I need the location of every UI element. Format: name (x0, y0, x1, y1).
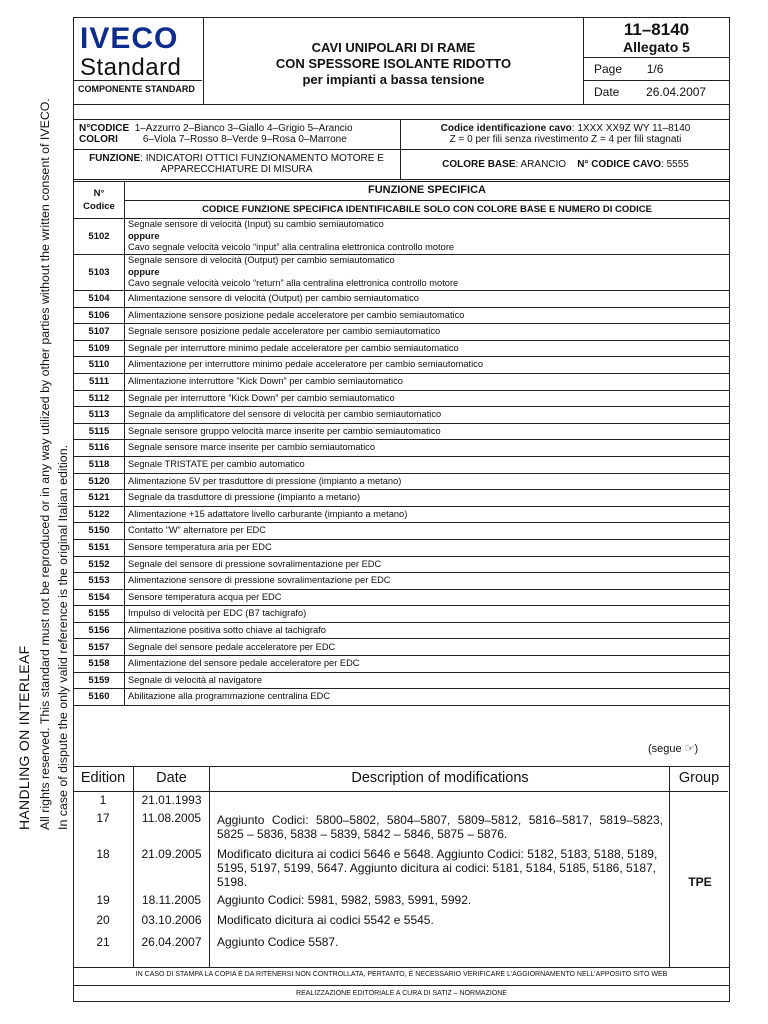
row-line-1: Alimentazione sensore di pressione sovralimentazione per EDC (128, 575, 391, 586)
page-label: Page (594, 62, 623, 76)
row-description (125, 307, 730, 324)
row-code: 5157 (74, 639, 125, 656)
mod-description: Aggiunto Codici: 5981, 5982, 5983, 5991, 5992. (217, 893, 472, 907)
row-description (125, 490, 730, 507)
table-row (74, 423, 730, 440)
table-row (74, 490, 730, 507)
funzione (73, 150, 401, 179)
row-line-1: Alimentazione 5V per trasduttore di pressione (impianto a metano) (128, 475, 402, 486)
table-row (74, 407, 730, 424)
page-info (584, 58, 729, 81)
colors-line-1: 1–Azzurro 2–Bianco 3–Giallo 4–Grigio 5–Arancio (134, 123, 353, 134)
date-label: Date (594, 85, 620, 99)
title-line-2: CON SPESSORE ISOLANTE RIDOTTO (275, 56, 512, 71)
codice-label: Codice (83, 201, 115, 212)
mod-edition: 1 (99, 793, 107, 807)
row-description (125, 390, 730, 407)
date-info (584, 81, 739, 104)
row-code: 5155 (74, 606, 125, 623)
row-line-1: Segnale da trasduttore di pressione (impianto a metano) (128, 492, 361, 503)
mod-date: 18.11.2005 (141, 893, 202, 907)
table-row (74, 255, 730, 291)
row-line-1: Segnale sensore di velocità (Output) per cambio semiautomatico (128, 255, 395, 266)
table-row (74, 556, 730, 573)
row-description (125, 255, 730, 291)
row-code: 5156 (74, 622, 125, 639)
row-code: 5118 (74, 456, 125, 473)
row-line-1: Segnale da amplificatore del sensore di velocità per cambio semiautomatico (128, 409, 442, 420)
cable-id-label: Codice identificazione cavo (440, 123, 572, 134)
doc-number-box (584, 18, 729, 58)
row-code: 5121 (74, 490, 125, 507)
row-code: 5152 (74, 556, 125, 573)
segue-note: (segue ☞) (648, 743, 699, 755)
title-line-1: CAVI UNIPOLARI DI RAME (311, 40, 476, 55)
codice-cavo-label: N° CODICE CAVO (577, 159, 662, 170)
row-code: 5112 (74, 390, 125, 407)
row-line-2: Cavo segnale velocità veicolo “return” alla centralina elettronica controllo motore (128, 278, 459, 289)
componente-standard-label: COMPONENTE STANDARD (74, 80, 202, 97)
row-line-1: Impulso di velocità per EDC (B7 tachigrafo) (128, 608, 307, 619)
edition-header: Edition (80, 770, 126, 786)
date-value: 26.04.2007 (646, 85, 707, 99)
row-code: 5110 (74, 357, 125, 374)
table-row (74, 573, 730, 590)
doc-number: 11–8140 (623, 20, 690, 39)
row-description (125, 672, 730, 689)
table-body (74, 219, 730, 706)
table-row (74, 357, 730, 374)
row-description (125, 340, 730, 357)
mod-edition: 21 (96, 935, 110, 949)
table-row (74, 324, 730, 341)
row-description (125, 357, 730, 374)
n-label: N° (93, 188, 105, 199)
row-description (125, 473, 730, 490)
colore-base-label: COLORE BASE (442, 159, 516, 170)
colori-label: COLORI (79, 134, 118, 145)
table-row (74, 473, 730, 490)
row-code: 5160 (74, 689, 125, 706)
mod-date: 21.01.1993 (141, 793, 202, 807)
row-description (125, 407, 730, 424)
side-notes (0, 0, 80, 1024)
row-description (125, 523, 730, 540)
row-code: 5151 (74, 539, 125, 556)
row-description (125, 573, 730, 590)
handling-note: HANDLING ON INTERLEAF (16, 645, 32, 830)
row-line-2: Cavo segnale velocità veicolo “input” alla centralina elettronica controllo motore (128, 242, 455, 253)
row-line-1: Abilitazione alla programmazione centralina EDC (128, 691, 331, 702)
standard-label: Standard (80, 54, 182, 81)
funzione-value: : INDICATORI OTTICI FUNZIONAMENTO MOTORE E APPARECCHIATURE DI MISURA (140, 153, 384, 175)
row-description (125, 373, 730, 390)
mod-description: Aggiunto Codice 5587. (217, 935, 339, 949)
row-code: 5158 (74, 656, 125, 673)
cable-id-note: Z = 0 per fili senza rivestimento Z = 4 per fili stagnati (449, 134, 682, 145)
row-oppure: oppure (128, 266, 160, 277)
row-line-1: Segnale per interruttore minimo pedale acceleratore per cambio semiautomatico (128, 342, 459, 353)
colore-base (401, 150, 730, 179)
funzione-label: FUNZIONE (89, 153, 141, 164)
row-line-1: Sensore temperatura acqua per EDC (128, 591, 282, 602)
group-header: Group (678, 770, 720, 786)
desc-header: Description of modifications (351, 770, 529, 786)
row-code: 5120 (74, 473, 125, 490)
title-box (204, 18, 584, 104)
row-code: 5104 (74, 291, 125, 308)
group-value: TPE (688, 875, 712, 889)
row-line-1: Segnale TRISTATE per cambio automatico (128, 458, 305, 469)
table-row (74, 689, 730, 706)
cable-id-value: : 1XXX XX9Z WY 11–8140 (571, 123, 691, 134)
table-row (74, 307, 730, 324)
row-code: 5122 (74, 506, 125, 523)
colors-line-2: 6–Viola 7–Rosso 8–Verde 9–Rosa 0–Marrone (142, 134, 347, 145)
mod-description: Modificato dicitura ai codici 5646 e 5648. Aggiunto Codici: 5182, 5183, 5188, 5189, 5195, 5197, 5199, 5647. Aggiunto dicitura ai codici: 5181, 5184, 5185, 5186, 5187, 5198. (217, 847, 658, 889)
row-line-1: Alimentazione per interruttore minimo pedale acceleratore per cambio semiautomatico (128, 359, 484, 370)
row-code: 5150 (74, 523, 125, 540)
color-codes (73, 120, 401, 150)
row-code: 5153 (74, 573, 125, 590)
table-row (74, 219, 730, 255)
table-row (74, 373, 730, 390)
title-line-3: per impianti a bassa tensione (302, 72, 485, 87)
table-row (74, 656, 730, 673)
table-row (74, 539, 730, 556)
row-description (125, 622, 730, 639)
mod-edition: 17 (96, 811, 110, 825)
row-code: 5102 (74, 219, 125, 255)
row-line-1: Segnale del sensore di pressione sovralimentazione per EDC (128, 558, 382, 569)
mod-edition: 18 (96, 847, 110, 861)
table-row (74, 639, 730, 656)
page-value: 1/6 (646, 62, 664, 76)
function-row (73, 150, 730, 180)
row-line-1: Segnale sensore gruppo velocità marce inserite per cambio semiautomatico (128, 425, 441, 436)
table-row (74, 523, 730, 540)
row-line-1: Alimentazione sensore di velocità (Output) per cambio semiautomatico (128, 293, 419, 304)
table-row (74, 390, 730, 407)
row-code: 5106 (74, 307, 125, 324)
row-description (125, 589, 730, 606)
document-header (73, 17, 730, 105)
footer-editorial: REALIZZAZIONE EDITORIALE A CURA DI SATIZ – NORMAZIONE (296, 990, 507, 997)
row-description (125, 440, 730, 457)
row-line-1: Sensore temperatura aria per EDC (128, 541, 272, 552)
row-line-1: Contatto ”W” alternatore per EDC (128, 525, 266, 536)
table-row (74, 340, 730, 357)
table-row (74, 606, 730, 623)
row-description (125, 423, 730, 440)
row-line-1: Alimentazione interruttore ”Kick Down” per cambio semiautomatico (128, 376, 403, 387)
codes-block (73, 119, 730, 183)
mods-header-row (73, 767, 728, 792)
row-line-1: Alimentazione del sensore pedale acceleratore per EDC (128, 658, 360, 669)
row-line-1: Segnale per interruttore ”Kick Down” per cambio semiautomatico (128, 392, 395, 403)
row-code: 5159 (74, 672, 125, 689)
row-oppure: oppure (128, 230, 160, 241)
table-row (74, 672, 730, 689)
mod-date: 26.04.2007 (141, 935, 202, 949)
codes-row (73, 119, 730, 150)
table-row (74, 622, 730, 639)
mod-description: Aggiunto Codici: 5800–5802, 5804–5807, 5809–5812, 5816–5817, 5819–5823, 5825 – 5836, 5838 – 5839, 5842 – 5846, 5875 – 5876. (217, 813, 663, 841)
mod-date: 11.08.2005 (141, 811, 202, 825)
cable-id (401, 120, 730, 153)
row-description (125, 606, 730, 623)
table-row (74, 456, 730, 473)
row-line-1: Alimentazione sensore posizione pedale acceleratore per cambio semiautomatico (128, 309, 465, 320)
mod-date: 21.09.2005 (141, 847, 202, 861)
table-row (74, 440, 730, 457)
row-line-1: Alimentazione positiva sotto chiave al tachigrafo (128, 624, 326, 635)
funzione-specifica-header: FUNZIONE SPECIFICA (125, 182, 730, 201)
logo-box (74, 18, 204, 104)
footer-notice: IN CASO DI STAMPA LA COPIA È DA RITENERSI NON CONTROLLATA, PERTANTO, È NECESSARIO VERIFICARE L’AGGIORNAMENTO NELL’APPOSITO SITO WEB (73, 968, 730, 986)
row-code: 5109 (74, 340, 125, 357)
row-code: 5107 (74, 324, 125, 341)
row-description (125, 291, 730, 308)
table-row (74, 589, 730, 606)
row-line-1: Segnale di velocità al navigatore (128, 674, 262, 685)
mod-edition: 20 (96, 913, 110, 927)
doc-info-box (584, 18, 729, 104)
rights-note: All rights reserved. This standard must not be reproduced or in any way utilized by other parties without the written consent of IVECO. (38, 98, 52, 830)
row-description (125, 539, 730, 556)
mod-description: Modificato dicitura ai codici 5542 e 5545. (217, 913, 434, 927)
row-description (125, 506, 730, 523)
mod-date: 03.10.2006 (141, 913, 202, 927)
mod-edition: 19 (96, 893, 110, 907)
row-description (125, 656, 730, 673)
row-description (125, 689, 730, 706)
row-code: 5154 (74, 589, 125, 606)
dispute-note: In case of dispute the only valid reference is the original Italian edition. (56, 444, 70, 830)
iveco-logo: IVECO (80, 22, 179, 55)
row-line-1: Segnale sensore posizione pedale acceleratore per cambio semiautomatico (128, 326, 441, 337)
allegato-label: Allegato 5 (623, 39, 690, 55)
row-line-1: Segnale sensore marce inserite per cambio semiautomatico (128, 442, 376, 453)
row-code: 5103 (74, 255, 125, 291)
date-header: Date (156, 770, 187, 786)
row-description (125, 219, 730, 255)
row-line-1: Alimentazione +15 adattatore livello carburante (impianto a metano) (128, 508, 408, 519)
row-code: 5111 (74, 373, 125, 390)
table-row (74, 506, 730, 523)
row-description (125, 456, 730, 473)
n-codice-header (74, 182, 125, 219)
row-description (125, 556, 730, 573)
row-code: 5116 (74, 440, 125, 457)
codice-cavo-value: : 5555 (661, 159, 689, 170)
table-subheader: CODICE FUNZIONE SPECIFICA IDENTIFICABILE SOLO CON COLORE BASE E NUMERO DI CODICE (125, 201, 730, 219)
n-codice-label: N°CODICE (79, 123, 130, 134)
modifications-table (73, 766, 730, 968)
row-code: 5113 (74, 407, 125, 424)
colore-base-value: : ARANCIO (515, 159, 567, 170)
row-code: 5115 (74, 423, 125, 440)
row-line-1: Segnale del sensore pedale acceleratore per EDC (128, 641, 336, 652)
row-line-1: Segnale sensore di velocità (Input) su cambio semiautomatico (128, 219, 384, 230)
table-row (74, 291, 730, 308)
row-description (125, 324, 730, 341)
function-table (73, 181, 730, 706)
row-description (125, 639, 730, 656)
